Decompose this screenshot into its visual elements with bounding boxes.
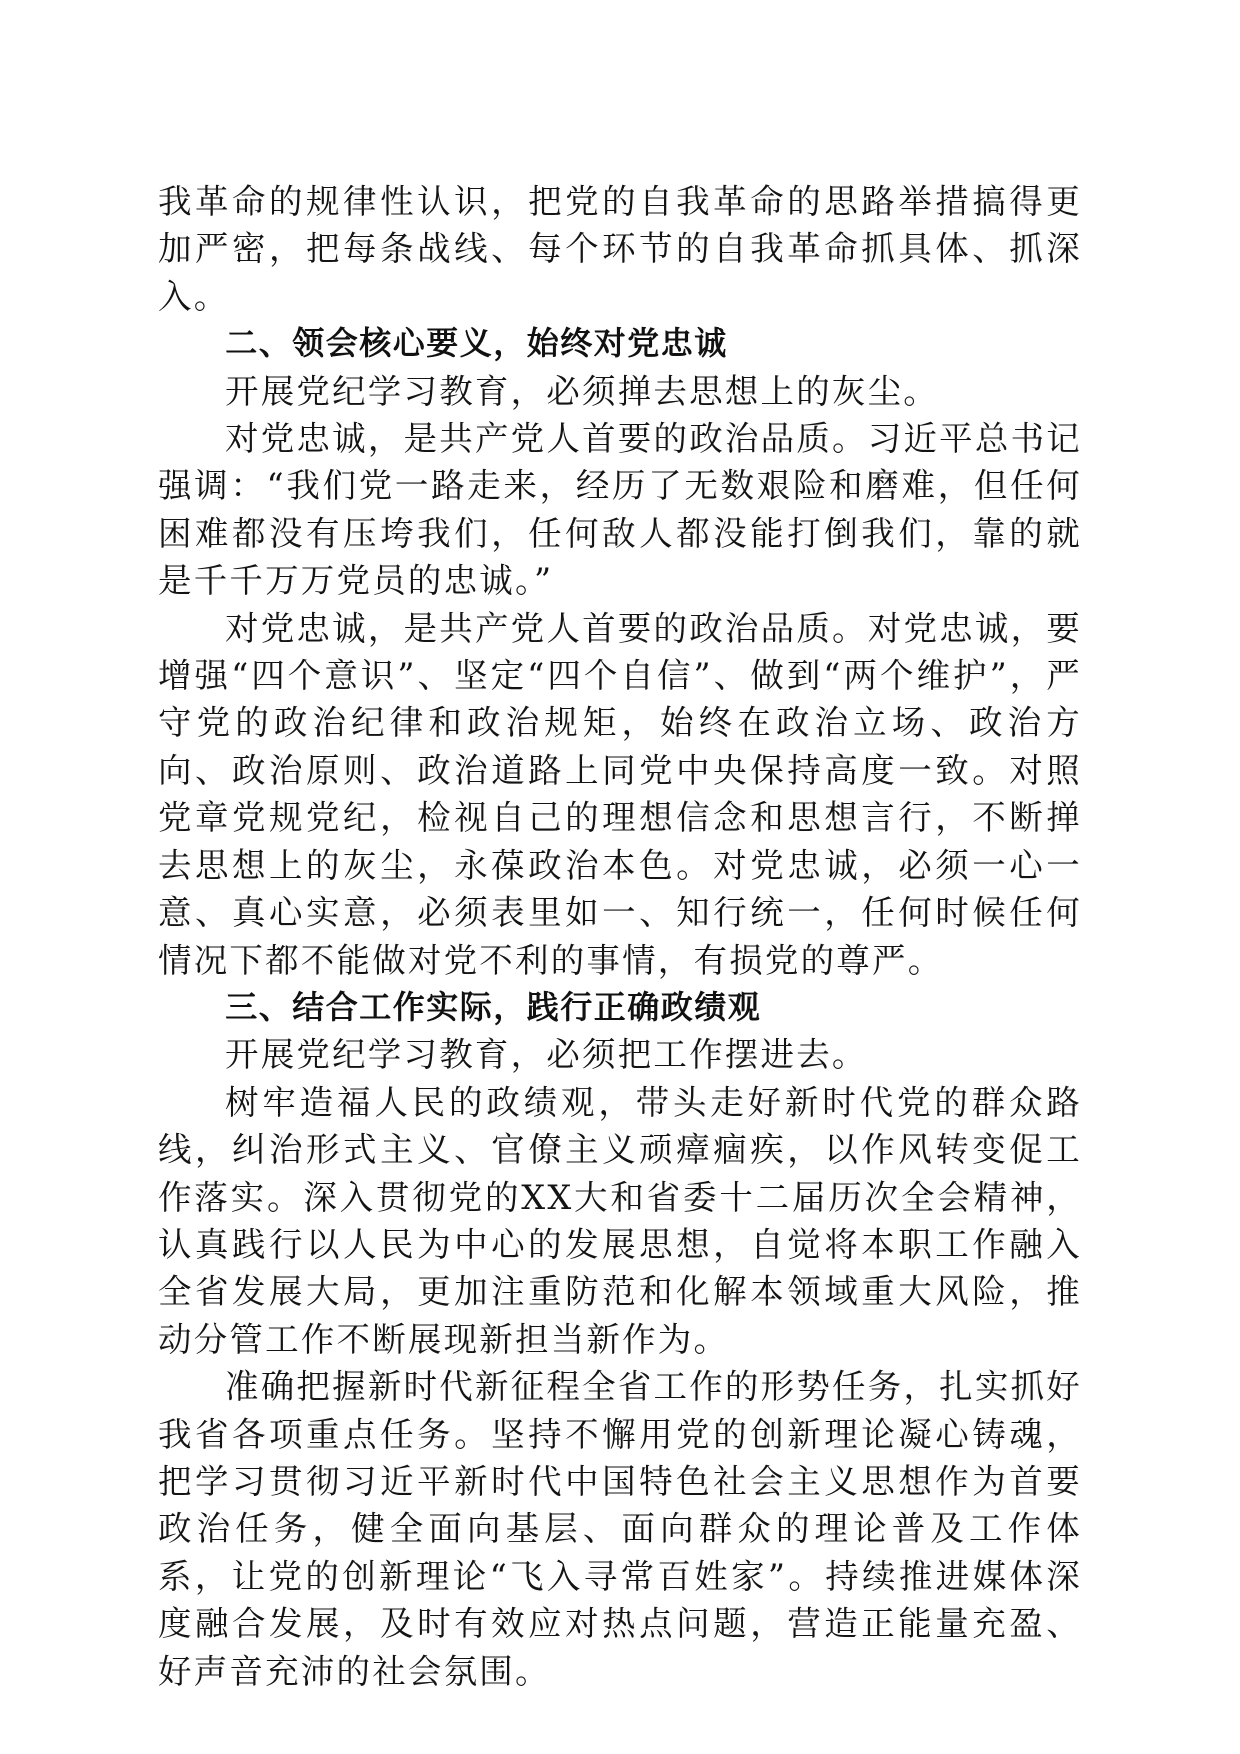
paragraph: 准确把握新时代新征程全省工作的形势任务，扎实抓好我省各项重点任务。坚持不懈用党的创新理论凝心铸魂，把学习贯彻习近平新时代中国特色社会主义思想作为首要政治任务，健全面向基层、面向群众的理论普及工作体系，让党的创新理论“飞入寻常百姓家”。持续推进媒体深度融合发展，及时有效应对热点问题，营造正能量充盈、好声音充沛的社会氛围。 — [158, 1367, 1082, 1691]
section-heading-2: 二、领会核心要义，始终对党忠诚 — [225, 324, 728, 363]
paragraph: 对党忠诚，是共产党人首要的政治品质。对党忠诚，要增强“四个意识”、坚定“四个自信”、做到“两个维护”，严守党的政治纪律和政治规矩，始终在政治立场、政治方向、政治原则、政治道路上同党中央保持高度一致。对照党章党规党纪，检视自己的理想信念和思想言行，不断掸去思想上的灰尘，永葆政治本色。对党忠诚，必须一心一意、真心实意，必须表里如一、知行统一，任何时候任何情况下都不能做对党不利的事情，有损党的尊严。 — [158, 608, 1082, 980]
paragraph: 对党忠诚，是共产党人首要的政治品质。习近平总书记强调：“我们党一路走来，经历了无数艰险和磨难，但任何困难都没有压垮我们，任何敌人都没能打倒我们，靠的就是千千万万党员的忠诚。” — [158, 419, 1082, 601]
section-heading-3: 三、结合工作实际，践行正确政绩观 — [225, 987, 762, 1026]
paragraph: 开展党纪学习教育，必须把工作摆进去。 — [225, 1035, 868, 1075]
paragraph: 树牢造福人民的政绩观，带头走好新时代党的群众路线，纠治形式主义、官僚主义顽瘴痼疾，以作风转变促工作落实。深入贯彻党的XX大和省委十二届历次全会精神，认真践行以人民为中心的发展思想，自觉将本职工作融入全省发展大局，更加注重防范和化解本领域重大风险，推动分管工作不断展现新担当新作为。 — [158, 1082, 1082, 1359]
document-body — [158, 178, 1082, 1695]
paragraph: 开展党纪学习教育，必须掸去思想上的灰尘。 — [225, 371, 939, 411]
paragraph-continuation: 我革命的规律性认识，把党的自我革命的思路举措搞得更加严密，把每条战线、每个环节的自我革命抓具体、抓深入。 — [158, 182, 1082, 316]
